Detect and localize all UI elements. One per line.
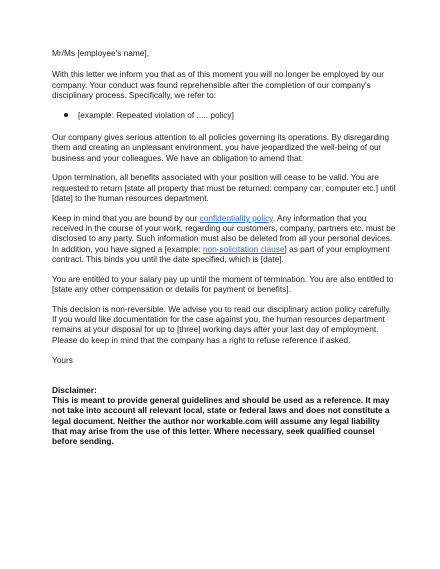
disclaimer-title: Disclaimer: <box>52 384 97 395</box>
confidentiality-text-3: ] as part of your employment contract. This binds you until the date specified, which is [date]. <box>52 243 390 264</box>
violation-example: [example: Repeated violation of ..... policy] <box>78 109 234 120</box>
confidentiality-policy-link[interactable]: confidentiality policy <box>199 212 273 223</box>
confidentiality-text-2: . Any information that you received in the course of your work, regarding our customers, company, partners etc. must be disclosed to any party. Such information must also be deleted from all your personal devices. In addition, you have signed a [example: <box>52 212 396 254</box>
list-item <box>64 110 396 120</box>
paragraph-intro: With this letter we inform you that as of this moment you will no longer be employed by our company. Your conduct was found reprehensible after the completion of our company's disciplinary process. Specifically, we refer to: <box>52 69 385 100</box>
non-solicitation-clause-link[interactable]: non-solicitation clause <box>202 243 285 254</box>
paragraph-salary: You are entitled to your salary pay up until the moment of termination. You are also entitled to [state any other compensation or details for payment or benefits]. <box>52 273 394 295</box>
salutation: Mr/Ms [employee's name], <box>52 48 150 58</box>
disclaimer-text: This is meant to provide general guidelines and should be used as a reference. It may not take into account all relevant local, state or federal laws and does not constitute a legal document. Neither the author nor workable.com will assume any legal liability that may arise from the use of this letter. Where necessary, seek qualified counsel before sending. <box>52 395 390 447</box>
violation-list <box>52 110 396 120</box>
paragraph-policies: Our company gives serious attention to all policies governing its operations. By disregarding them and creating an unpleasant environment, you have jeopardized the well-being of our business and your colleagues. We have an obligation to amend that. <box>52 131 390 163</box>
paragraph-decision: This decision is non-reversible. We advise you to read our disciplinary action policy carefully. If you would like documentation for the case against you, the human resources department remains at your disposal for up to [three] working days after your last day of employment. Please do keep in mind that the company has a right to refuse reference if asked. <box>52 303 392 345</box>
bullet-icon <box>64 113 68 117</box>
paragraph-termination: Upon termination, all benefits associated with your position will cease to be valid. You are requested to return [state all property that must be returned: company car, computer etc.] until [date] to the human resources department. <box>52 172 396 203</box>
confidentiality-text-1: Keep in mind that you are bound by our <box>52 212 198 223</box>
paragraph-confidentiality <box>52 213 396 264</box>
closing: Yours <box>52 354 73 365</box>
